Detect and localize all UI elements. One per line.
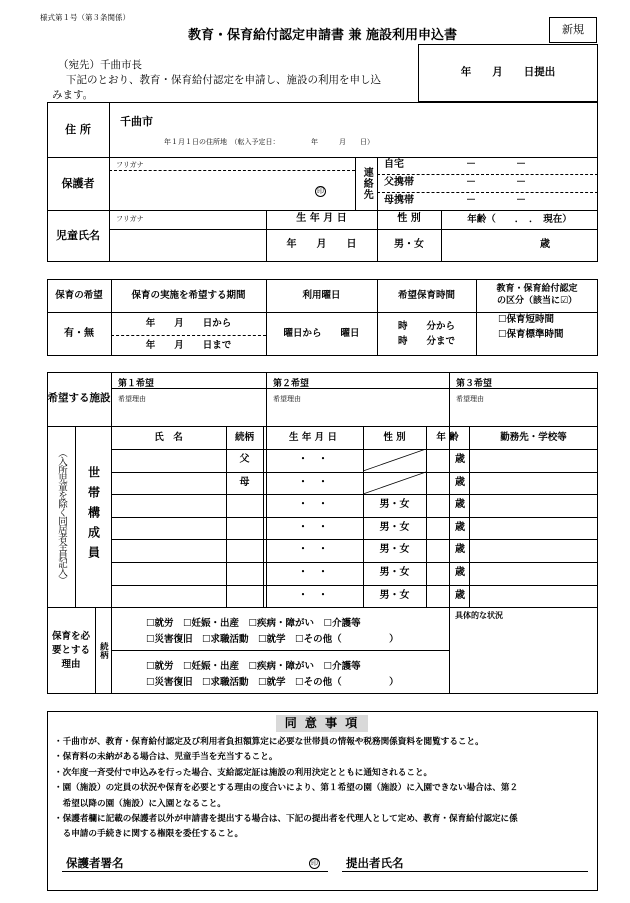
household-header-0: 氏 名 <box>154 431 183 443</box>
household-age[interactable]: 歳 <box>455 499 465 511</box>
consent-item: 希望以降の園（施設）に入園となること。 <box>54 798 226 809</box>
guardian-seal-icon: 印 <box>317 187 324 195</box>
child-age-value[interactable]: 歳 <box>540 239 550 251</box>
household-age[interactable]: 歳 <box>455 476 465 488</box>
consent-item: ・千曲市が、教育・保育給付認定及び利用者負担額算定に必要な世帯員の情報や税務関係資料を閲覧すること。 <box>54 737 484 747</box>
consent-item: ・保育料の未納がある場合は、児童手当を充当すること。 <box>54 752 278 763</box>
intro-line2: みます。 <box>52 89 94 101</box>
consent-item: ・保護者欄に記載の保護者以外が申請書を提出する場合は、下記の提出者を代理人として定め、教育・保育給付認定に係 <box>54 814 518 825</box>
child-age-label: 年齢（ ． ． 現在） <box>467 213 572 225</box>
contact-label: 連絡先 <box>361 167 373 200</box>
consent-item: ・園（施設）の定員の状況や保育を必要とする理由の度合いにより、第１希望の園（施設）に入園できない場合は、第２ <box>54 783 519 794</box>
household-relation[interactable] <box>226 517 263 540</box>
household-side-label: （入所児童を除く同居者全員記入） <box>55 448 67 584</box>
category-header-1: 教育・保育給付認定 <box>496 284 578 295</box>
household-name-field[interactable] <box>111 449 226 472</box>
reason-row1-line2[interactable]: ☐災害復旧 ☐求職活動 ☐就学 ☐その他（ ） <box>146 634 399 645</box>
household-workplace-field[interactable] <box>469 472 598 495</box>
household-birth[interactable]: ・ ・ <box>298 544 328 556</box>
period-header: 保育の実施を希望する期間 <box>131 289 246 301</box>
household-workplace-field[interactable] <box>469 517 598 540</box>
facility-choice-3: 第３希望 <box>456 379 493 389</box>
household-relation[interactable]: 母 <box>239 476 250 488</box>
new-badge: 新規 <box>549 17 597 43</box>
household-age[interactable]: 歳 <box>455 589 465 601</box>
household-gender[interactable]: 男・女 <box>379 499 410 511</box>
period-from[interactable]: 年 月 日から <box>145 317 232 329</box>
contact-label-0: 自宅 <box>384 159 404 171</box>
signature-seal-icon: 印 <box>311 859 318 867</box>
household-relation[interactable] <box>226 562 263 585</box>
household-age[interactable]: 歳 <box>455 454 465 466</box>
household-name-field[interactable] <box>111 585 226 608</box>
child-furigana: フリガナ <box>116 215 144 223</box>
household-name-field[interactable] <box>111 472 226 495</box>
reason-detail-label: 具体的な状況 <box>455 611 503 620</box>
household-header-2: 生 年 月 日 <box>289 431 337 443</box>
wish-header: 保育の希望 <box>55 289 103 301</box>
need-reason-label: 保育を必要とする理由 <box>51 630 90 671</box>
submission-date[interactable]: 年 月 日提出 <box>418 44 598 102</box>
household-name-field[interactable] <box>111 539 226 562</box>
contact-label-1: 父携帯 <box>384 176 414 188</box>
household-gender[interactable]: 男・女 <box>379 589 410 601</box>
household-header-3: 性 別 <box>383 431 406 443</box>
household-birth[interactable]: ・ ・ <box>298 567 328 579</box>
household-name-field[interactable] <box>111 517 226 540</box>
time-header: 希望保育時間 <box>397 289 455 301</box>
facility-reason-label-2: 希望理由 <box>273 395 301 403</box>
household-birth[interactable]: ・ ・ <box>298 589 328 601</box>
contact-value-1[interactable]: － － <box>466 176 526 188</box>
guardian-signature-label: 保護者署名 <box>66 856 124 870</box>
household-gender[interactable]: 男・女 <box>379 567 410 579</box>
facility-choice-2: 第２希望 <box>273 379 310 389</box>
wish-value[interactable]: 有・無 <box>64 327 94 339</box>
child-name-label: 児童氏名 <box>56 229 100 243</box>
facility-reason-field-3[interactable] <box>451 406 591 424</box>
household-age[interactable]: 歳 <box>455 544 465 556</box>
child-birth-label: 生 年 月 日 <box>296 213 347 225</box>
household-relation[interactable] <box>226 585 263 608</box>
gender-not-applicable-strikes <box>363 449 426 495</box>
contact-value-2[interactable]: － － <box>466 194 526 206</box>
day-value[interactable]: 曜日から 曜日 <box>283 328 360 340</box>
facility-reason-label-3: 希望理由 <box>456 395 484 403</box>
category-header-2: の区分（該当に☑） <box>496 295 578 306</box>
household-birth[interactable]: ・ ・ <box>298 499 328 511</box>
household-header-5: 勤務先・学校等 <box>500 431 567 443</box>
household-relation[interactable] <box>226 539 263 562</box>
household-age[interactable]: 歳 <box>455 567 465 579</box>
category-standard-checkbox[interactable]: ☐保育標準時間 <box>498 329 564 341</box>
consent-title: 同 意 事 項 <box>276 715 368 732</box>
child-gender-label: 性 別 <box>397 213 421 225</box>
household-birth[interactable]: ・ ・ <box>298 521 328 533</box>
household-age[interactable]: 歳 <box>455 521 465 533</box>
address-value[interactable]: 千曲市 <box>120 115 153 128</box>
household-big-label: 世帯構成員 <box>86 466 101 566</box>
consent-item: ・次年度一斉受付で申込みを行った場合、支給認定証は施設の利用決定とともに通知されること。 <box>54 767 433 778</box>
reason-row1-line1[interactable]: ☐就労 ☐妊娠・出産 ☐疾病・障がい ☐介護等 <box>146 618 361 629</box>
addressee: （宛先）千曲市長 <box>58 59 142 71</box>
household-workplace-field[interactable] <box>469 539 598 562</box>
intro-line1: 下記のとおり、教育・保育給付認定を申請し、施設の利用を申し込 <box>66 74 381 86</box>
household-gender[interactable]: 男・女 <box>379 544 410 556</box>
time-to[interactable]: 時 分まで <box>397 336 455 347</box>
contact-value-0[interactable]: － － <box>466 159 526 171</box>
household-relation[interactable]: 父 <box>239 454 250 466</box>
household-birth[interactable]: ・ ・ <box>298 454 328 466</box>
facility-choice-1: 第１希望 <box>118 379 155 389</box>
guardian-label: 保護者 <box>61 176 95 190</box>
period-to[interactable]: 年 月 日まで <box>145 339 232 351</box>
household-workplace-field[interactable] <box>469 585 598 608</box>
address-label: 住 所 <box>65 122 91 136</box>
household-workplace-field[interactable] <box>469 562 598 585</box>
facility-label: 希望する施設 <box>47 392 111 405</box>
contact-label-2: 母携帯 <box>384 194 414 206</box>
need-reason-relation-label: 続柄 <box>98 642 109 659</box>
facility-reason-label-1: 希望理由 <box>118 395 146 403</box>
household-workplace-field[interactable] <box>469 449 598 472</box>
category-short-checkbox[interactable]: ☐保育短時間 <box>498 314 555 325</box>
household-name-field[interactable] <box>111 562 226 585</box>
household-relation[interactable] <box>226 494 263 517</box>
facility-reason-field-1[interactable] <box>113 406 253 424</box>
household-header-1: 続柄 <box>234 431 254 443</box>
household-name-field[interactable] <box>111 494 226 517</box>
child-birth-value[interactable]: 年 月 日 <box>286 239 357 251</box>
facility-reason-field-2[interactable] <box>268 406 408 424</box>
household-gender[interactable]: 男・女 <box>379 521 410 533</box>
reason-row2-line2[interactable]: ☐災害復旧 ☐求職活動 ☐就学 ☐その他（ ） <box>146 677 399 688</box>
reason-row2-line1[interactable]: ☐就労 ☐妊娠・出産 ☐疾病・障がい ☐介護等 <box>146 661 361 672</box>
page-title: 教育・保育給付認定申請書 兼 施設利用申込書 <box>188 28 458 43</box>
day-header: 利用曜日 <box>302 289 341 301</box>
consent-item: る申請の手続きに関する権限を委任すること。 <box>54 829 244 840</box>
household-birth[interactable]: ・ ・ <box>298 476 328 488</box>
form-number: 様式第１号（第３条関係） <box>40 13 130 22</box>
address-note: 年１月１日の住所地 （転入予定日： 年 月 日） <box>164 138 374 146</box>
submitter-name-label: 提出者氏名 <box>346 856 404 870</box>
guardian-furigana: フリガナ <box>116 161 144 169</box>
child-gender-value[interactable]: 男・女 <box>394 239 424 251</box>
household-workplace-field[interactable] <box>469 494 598 517</box>
time-from[interactable]: 時 分から <box>397 320 455 332</box>
household-header-4: 年 齢 <box>436 431 459 443</box>
